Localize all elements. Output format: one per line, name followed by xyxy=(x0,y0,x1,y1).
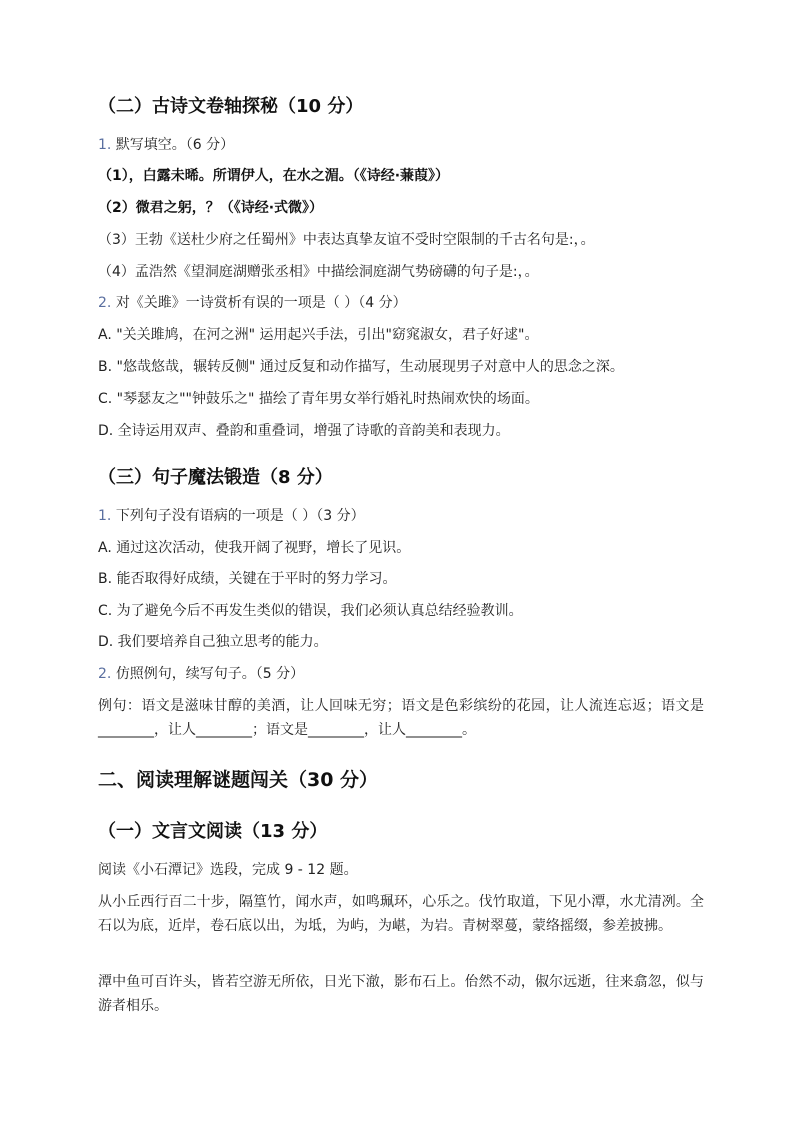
question-1-dictation xyxy=(98,135,234,155)
dictation-item-3: （3）王勃《送杜少府之任蜀州》中表达真挚友谊不受时空限制的千古名句是:，。 xyxy=(98,232,595,248)
section-heading-sentence: （三）句子魔法锻造（8 分） xyxy=(98,467,333,488)
section-heading-ancient-poetry: （二）古诗文卷轴探秘（10 分） xyxy=(98,96,364,117)
option-d: D. 全诗运用双声、叠韵和重叠词，增强了诗歌的音韵美和表现力。 xyxy=(98,423,510,439)
option-d: D. 我们要培养自己独立思考的能力。 xyxy=(98,634,328,650)
question-2-imitation xyxy=(98,664,304,684)
question-2-guanju xyxy=(98,293,407,313)
question-text: 默写填空。（6 分） xyxy=(115,137,235,153)
question-number: 1. xyxy=(98,508,112,524)
question-number: 2. xyxy=(98,295,112,311)
passage-paragraph-2: 潭中鱼可百许头，皆若空游无所依，日光下澈，影布石上。佁然不动，俶尔远逝，往来翕忽，似与游者相乐。 xyxy=(98,974,704,1014)
example-sentence: 例句：语文是滋味甘醇的美酒，让人回味无穷；语文是色彩缤纷的花园，让人流连忘返；语文是________，让人________；语文是________，让人________。 xyxy=(98,698,704,738)
dictation-item-4: （4）孟浩然《望洞庭湖赠张丞相》中描绘洞庭湖气势磅礴的句子是:，。 xyxy=(98,264,539,280)
question-number: 1. xyxy=(98,137,112,153)
question-text: 对《关雎》一诗赏析有误的一项是（ ）（4 分） xyxy=(115,295,407,311)
option-a: A. "关关雎鸠，在河之洲" 运用起兴手法，引出"窈窕淑女，君子好逑"。 xyxy=(98,327,539,343)
option-c: C. "琴瑟友之""钟鼓乐之" 描绘了青年男女举行婚礼时热闹欢快的场面。 xyxy=(98,391,539,407)
question-number: 2. xyxy=(98,666,112,682)
option-b: B. 能否取得好成绩，关键在于平时的努力学习。 xyxy=(98,571,397,587)
option-c: C. 为了避免今后不再发生类似的错误，我们必须认真总结经验教训。 xyxy=(98,603,523,619)
section-heading-classical-chinese: （一）文言文阅读（13 分） xyxy=(98,821,328,842)
dictation-item-2: （2）微君之躬，？（《诗经·式微》） xyxy=(98,200,324,216)
question-text: 下列句子没有语病的一项是（ ）（3 分） xyxy=(115,508,365,524)
question-1-grammar xyxy=(98,506,365,526)
option-a: A. 通过这次活动，使我开阔了视野，增长了见识。 xyxy=(98,540,411,556)
option-b: B. "悠哉悠哉，辗转反侧" 通过反复和动作描写，生动展现男子对意中人的思念之深。 xyxy=(98,359,624,375)
part-heading-reading: 二、阅读理解谜题闯关（30 分） xyxy=(98,769,379,791)
reading-intro: 阅读《小石潭记》选段，完成 9 - 12 题。 xyxy=(98,862,358,878)
question-text: 仿照例句，续写句子。（5 分） xyxy=(115,666,305,682)
passage-paragraph-1: 从小丘西行百二十步，隔篁竹，闻水声，如鸣珮环，心乐之。伐竹取道，下见小潭，水尤清冽。全石以为底，近岸，卷石底以出，为坻，为屿，为嵁，为岩。青树翠蔓，蒙络摇缀，参差披拂。 xyxy=(98,894,704,934)
dictation-item-1: （1），白露未晞。所谓伊人，在水之湄。（《诗经·蒹葭》） xyxy=(98,168,450,184)
